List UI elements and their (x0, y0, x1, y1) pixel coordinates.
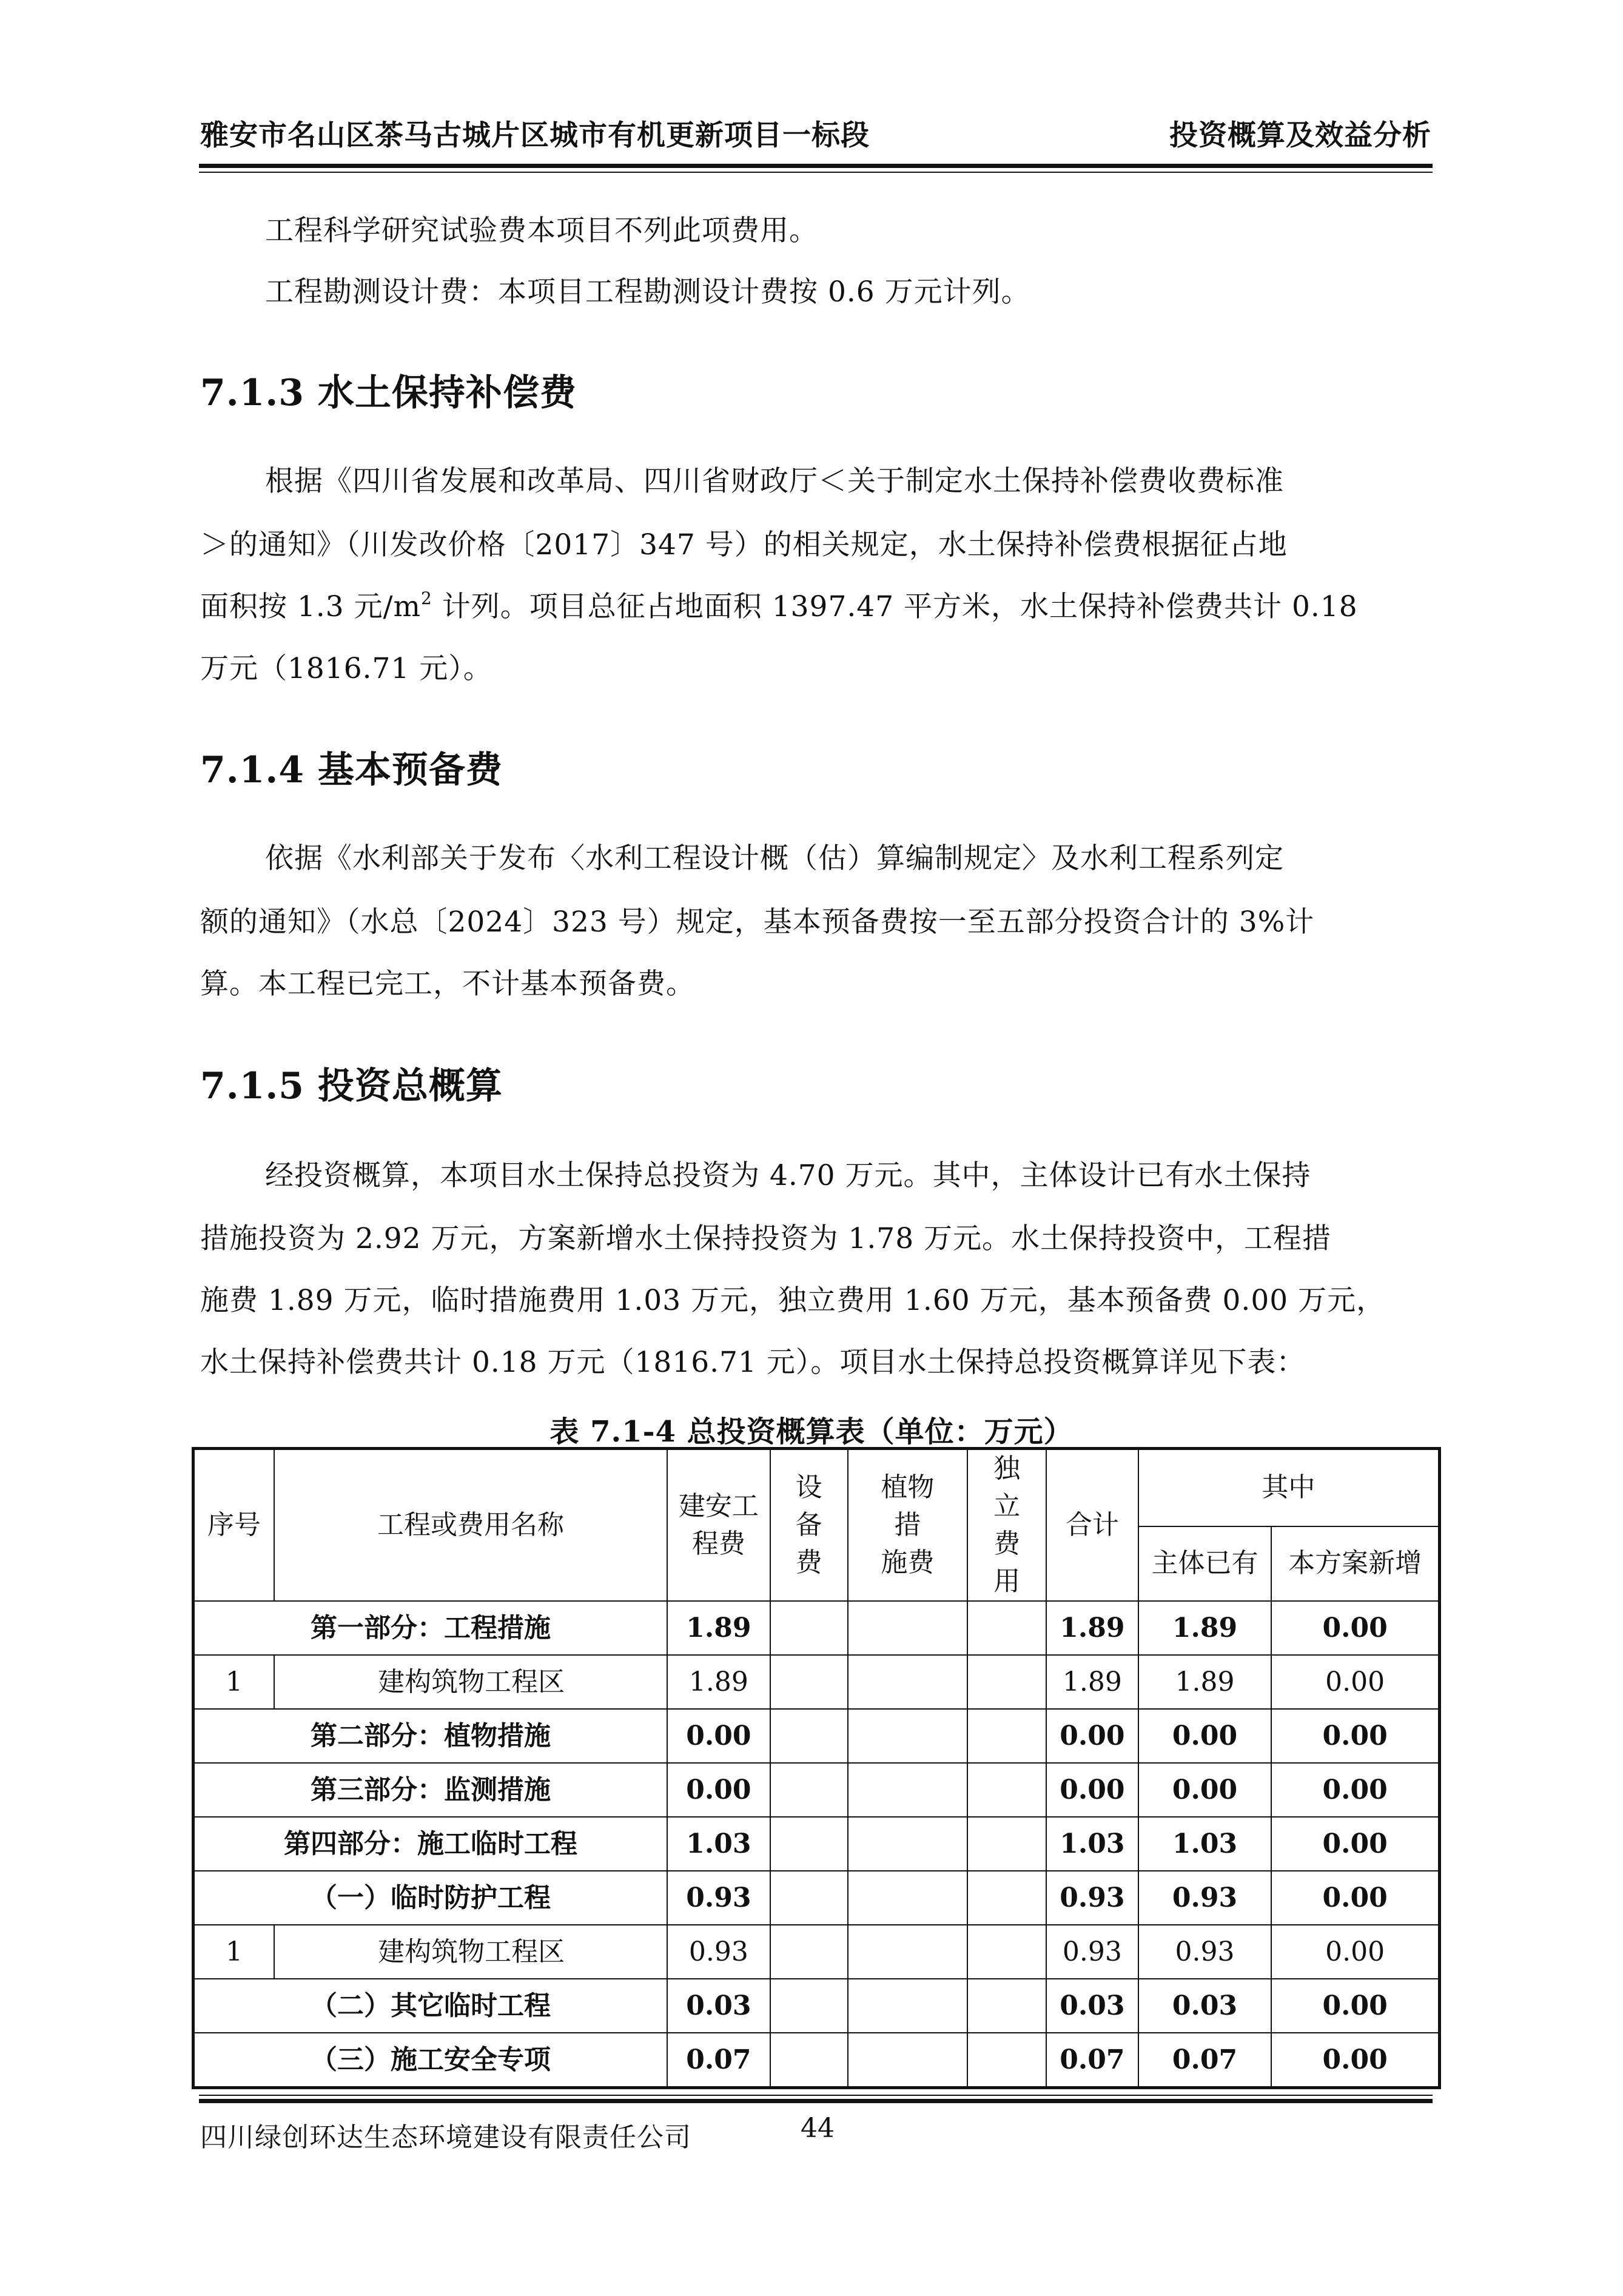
table-header-row-1 (193, 1449, 1440, 1526)
header-shebei: 设备 费 (770, 1449, 848, 1602)
cell-zhuti: 0.07 (1138, 2033, 1271, 2088)
section-name-cell: 第四部分：施工临时工程 (193, 1817, 668, 1871)
table-row (193, 1925, 1440, 1979)
cell-zhiwu (848, 1925, 968, 1979)
paragraph-total-line-1: 经投资概算，本项目水土保持总投资为 4.70 万元。其中，主体设计已有水土保持 (265, 1159, 1311, 1192)
paragraph-reserve-line-1: 依据《水利部关于发布〈水利工程设计概（估）算编制规定〉及水利工程系列定 (265, 842, 1284, 875)
cell-duli (967, 1655, 1046, 1709)
cell-jianan: 1.89 (667, 1655, 770, 1709)
paragraph-compensation-line-3 (200, 576, 1358, 637)
cell-seq: 1 (193, 1655, 275, 1709)
cell-shebei (770, 1601, 848, 1655)
section-name-cell: （三）施工安全专项 (193, 2033, 668, 2088)
header-zhuti: 主体已有 (1138, 1526, 1271, 1601)
footer-rule-thick (199, 2099, 1433, 2103)
heading-7-1-4: 7.1.4 基本预备费 (200, 749, 503, 791)
section-name-cell: 第一部分：工程措施 (193, 1601, 668, 1655)
paragraph-survey-fee: 工程勘测设计费：本项目工程勘测设计费按 0.6 万元计列。 (265, 275, 1030, 309)
cell-jianan: 1.89 (667, 1601, 770, 1655)
header-duli: 独立 费用 (967, 1449, 1046, 1602)
cell-heji: 0.00 (1046, 1709, 1138, 1763)
cell-duli (967, 2033, 1046, 2088)
cell-zhiwu (848, 1601, 968, 1655)
footer-rule-thin (199, 2095, 1433, 2096)
cell-jianan: 0.93 (667, 1871, 770, 1925)
cell-duli (967, 1817, 1046, 1871)
header-jianan: 建安工 程费 (667, 1449, 770, 1602)
cell-xinzeng: 0.00 (1271, 1601, 1439, 1655)
paragraph-total-line-4: 水土保持补偿费共计 0.18 万元（1816.71 元）。项目水土保持总投资概算详见下表： (200, 1346, 1306, 1379)
cell-shebei (770, 1709, 848, 1763)
cell-duli (967, 1709, 1046, 1763)
cell-zhiwu (848, 1979, 968, 2033)
cell-xinzeng: 0.00 (1271, 1925, 1439, 1979)
heading-7-1-3: 7.1.3 水土保持补偿费 (200, 372, 577, 414)
cell-seq: 1 (193, 1925, 275, 1979)
table-row (193, 1655, 1440, 1709)
paragraph-total-line-3: 施费 1.89 万元，临时措施费用 1.03 万元，独立费用 1.60 万元，基本预备费 0.00 万元， (200, 1284, 1386, 1317)
cell-zhiwu (848, 2033, 968, 2088)
cell-jianan: 1.03 (667, 1817, 770, 1871)
cell-xinzeng: 0.00 (1271, 1655, 1439, 1709)
cell-jianan: 0.00 (667, 1709, 770, 1763)
cell-name: 建构筑物工程区 (274, 1655, 667, 1709)
investment-summary-table (192, 1447, 1441, 2089)
cell-shebei (770, 1871, 848, 1925)
cell-duli (967, 1979, 1046, 2033)
heading-7-1-5: 7.1.5 投资总概算 (200, 1065, 503, 1107)
cell-zhuti: 1.89 (1138, 1655, 1271, 1709)
table-row (193, 1871, 1440, 1925)
cell-duli (967, 1925, 1046, 1979)
header-name: 工程或费用名称 (274, 1449, 667, 1602)
paragraph-research-fee: 工程科学研究试验费本项目不列此项费用。 (265, 214, 818, 247)
table-row (193, 1979, 1440, 2033)
header-heji: 合计 (1046, 1449, 1138, 1602)
cell-jianan: 0.93 (667, 1925, 770, 1979)
header-zhiwu: 植物措 施费 (848, 1449, 968, 1602)
header-xinzeng: 本方案新增 (1271, 1526, 1439, 1601)
cell-jianan: 0.00 (667, 1763, 770, 1817)
paragraph-total-line-2: 措施投资为 2.92 万元，方案新增水土保持投资为 1.78 万元。水土保持投资中，工程措 (200, 1222, 1332, 1255)
cell-jianan: 0.03 (667, 1979, 770, 2033)
cell-xinzeng: 0.00 (1271, 1871, 1439, 1925)
paragraph-compensation-line-4: 万元（1816.71 元）。 (200, 652, 492, 685)
page-header (200, 113, 1431, 155)
cell-zhiwu (848, 1871, 968, 1925)
header-rule-thin (199, 172, 1433, 173)
paragraph-compensation-line-2: ＞的通知》（川发改价格〔2017〕347 号）的相关规定，水土保持补偿费根据征占地 (200, 528, 1288, 562)
section-name-cell: 第三部分：监测措施 (193, 1763, 668, 1817)
cell-xinzeng: 0.00 (1271, 1763, 1439, 1817)
section-name-cell: （二）其它临时工程 (193, 1979, 668, 2033)
cell-shebei (770, 1655, 848, 1709)
cell-jianan: 0.07 (667, 2033, 770, 2088)
cell-zhiwu (848, 1655, 968, 1709)
cell-zhuti: 0.00 (1138, 1763, 1271, 1817)
paragraph-compensation-line-1: 根据《四川省发展和改革局、四川省财政厅＜关于制定水土保持补偿费收费标准 (265, 465, 1284, 498)
cell-heji: 1.89 (1046, 1655, 1138, 1709)
cell-duli (967, 1601, 1046, 1655)
footer-company: 四川绿创环达生态环境建设有限责任公司 (200, 2122, 691, 2153)
table-row (193, 1763, 1440, 1817)
table-body (193, 1601, 1440, 2088)
compensation-line-3-part-b: 计列。项目总征占地面积 1397.47 平方米，水土保持补偿费共计 0.18 (432, 590, 1358, 623)
cell-heji: 0.93 (1046, 1871, 1138, 1925)
cell-zhiwu (848, 1817, 968, 1871)
paragraph-reserve-line-2: 额的通知》（水总〔2024〕323 号）规定，基本预备费按一至五部分投资合计的 3%计 (200, 905, 1315, 939)
header-qizhong: 其中 (1138, 1449, 1440, 1526)
cell-shebei (770, 1925, 848, 1979)
cell-heji: 0.03 (1046, 1979, 1138, 2033)
table-row (193, 1601, 1440, 1655)
header-project-title: 雅安市名山区茶马古城片区城市有机更新项目一标段 (200, 119, 870, 152)
cell-xinzeng: 0.00 (1271, 2033, 1439, 2088)
cell-heji: 0.93 (1046, 1925, 1138, 1979)
cell-shebei (770, 1763, 848, 1817)
cell-duli (967, 1763, 1046, 1817)
cell-zhuti: 0.93 (1138, 1871, 1271, 1925)
compensation-line-3-part-a: 面积按 1.3 元/m (200, 590, 422, 623)
cell-zhiwu (848, 1709, 968, 1763)
cell-zhuti: 1.03 (1138, 1817, 1271, 1871)
cell-xinzeng: 0.00 (1271, 1709, 1439, 1763)
superscript-2: 2 (421, 588, 432, 608)
cell-heji: 0.07 (1046, 2033, 1138, 2088)
cell-heji: 1.89 (1046, 1601, 1138, 1655)
table-row (193, 1817, 1440, 1871)
cell-zhuti: 1.89 (1138, 1601, 1271, 1655)
cell-heji: 1.03 (1046, 1817, 1138, 1871)
table-caption: 表 7.1-4 总投资概算表（单位：万元） (549, 1415, 1074, 1449)
cell-shebei (770, 1817, 848, 1871)
cell-zhuti: 0.03 (1138, 1979, 1271, 2033)
paragraph-reserve-line-3: 算。本工程已完工，不计基本预备费。 (200, 967, 695, 1001)
section-name-cell: 第二部分：植物措施 (193, 1709, 668, 1763)
cell-heji: 0.00 (1046, 1763, 1138, 1817)
page-number: 44 (801, 2113, 835, 2144)
cell-xinzeng: 0.00 (1271, 1979, 1439, 2033)
cell-shebei (770, 1979, 848, 2033)
cell-duli (967, 1871, 1046, 1925)
section-name-cell: （一）临时防护工程 (193, 1871, 668, 1925)
cell-name: 建构筑物工程区 (274, 1925, 667, 1979)
header-seq: 序号 (193, 1449, 275, 1602)
table-row (193, 2033, 1440, 2088)
cell-xinzeng: 0.00 (1271, 1817, 1439, 1871)
table-row (193, 1709, 1440, 1763)
header-rule-thick (199, 164, 1433, 168)
cell-zhiwu (848, 1763, 968, 1817)
cell-zhuti: 0.00 (1138, 1709, 1271, 1763)
cell-shebei (770, 2033, 848, 2088)
header-section-title: 投资概算及效益分析 (1169, 119, 1431, 152)
cell-zhuti: 0.93 (1138, 1925, 1271, 1979)
